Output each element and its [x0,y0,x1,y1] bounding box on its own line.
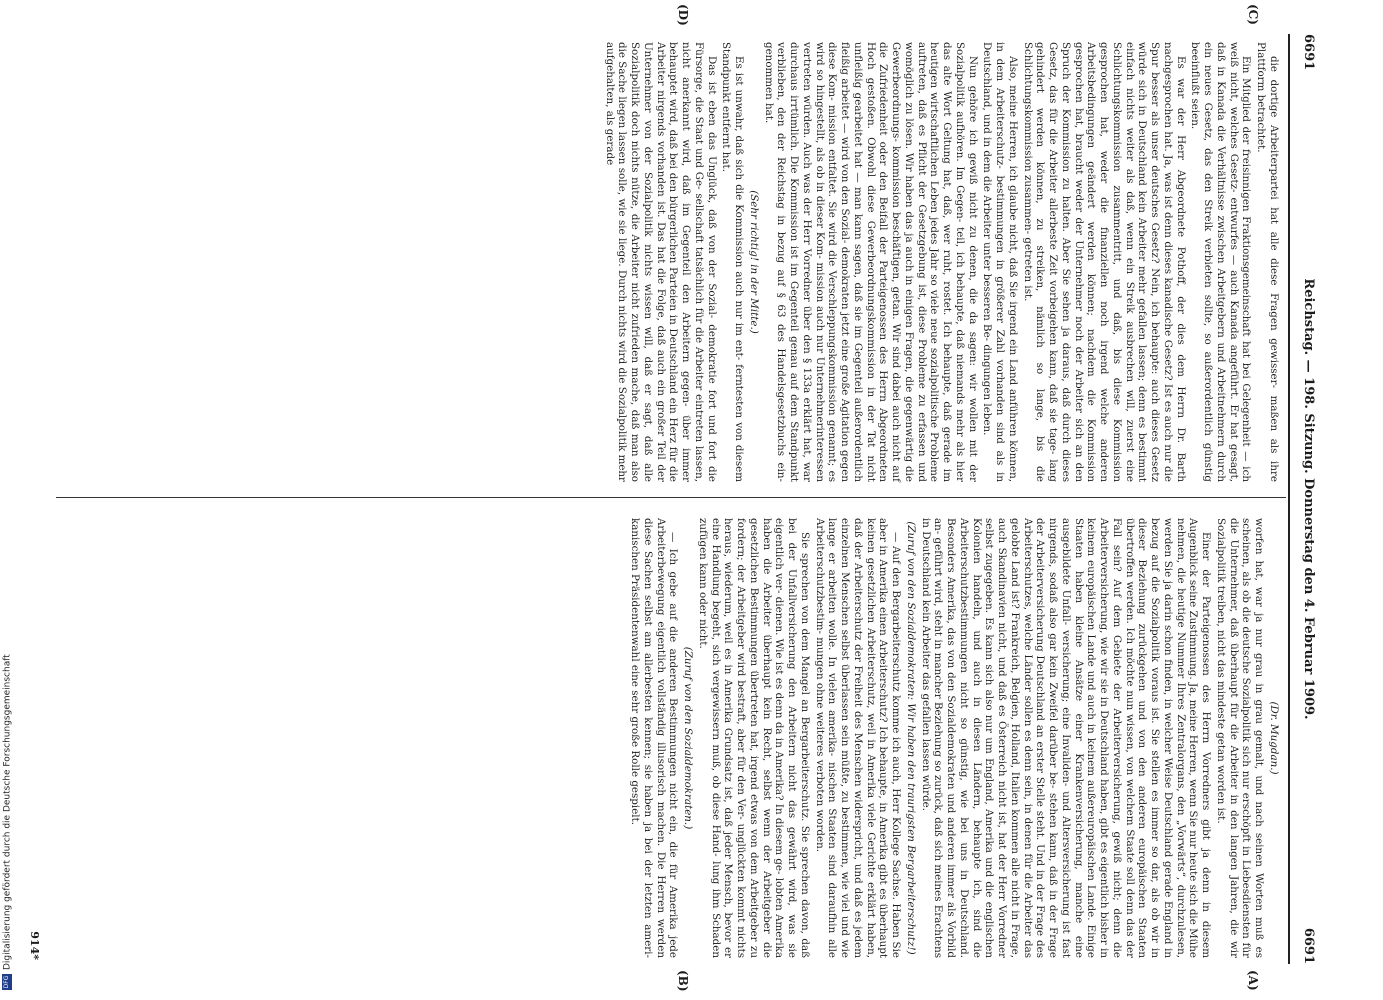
paragraph: Einer der Parteigenossen des Herrn Vorredners gibt ja denn in diesem Augenblick seine Zustimmung. Ja, meine Herren, wenn Sie nur heute sich die Mühe nehmen, die heutige Nummer Ihres Zentralorgans, den „Vorwärts“, durchzulesen, werden Sie ja darin schon finden, in welcher Weise Deutschland gerade England in bezug auf die Sozialpolitik voraus ist. Sie stellen es immer so dar, als ob wir in dieser Beziehung zurückgehen und von den anderen europäischen Staaten übertroffen werden. Ich möchte nun wissen, von welchem Staate soll denn das der Fall sein? Auf dem Gebiete der Arbeiterversicherung, gewiß nicht; denn die Arbeiterversicherung, wie wir sie in Deutschland haben, gibt es eigentlich bisher in keinem europäischen Lande und auch in keinem außereuropäischen Lande. Einige Staaten haben kleine Ansätze einer Krankenversicherung, manche eine ausgebildete Unfall- versicherung; eine Invaliden- und Altersversicherung ist fast nirgends, sodaß also gar kein Zweifel darüber be- stehen kann, daß in der Frage der Arbeiterversicherung Deutschland an erster Stelle steht. Und in der Frage des Arbeiterschutzes, welche Länder sollen es denn sein, in denen für die Arbeiter das gelobte Land ist? Frankreich, Belgien, Holland, Italien kommen alle nicht in Frage, auch Skandinavien nicht, und daß es Österreich nicht ist, hat der Herr Vorredner selbst zugegeben. Es kann sich also nur um England, Amerika und die englischen Kolonien handeln, und auch in diesen Ländern, behaupte ich, sind die Arbeiterschutzbestimmungen nicht so günstig, wie bei uns in Deutschland. Besonders Amerika, das von den Sozialdemokraten und anderen immer als Vorbild an- geführt wird, steht in mancher Beziehung so zurück, daß sich meines Erachtens in Deutschland kein Arbeiter das gefallen lassen würde. [919,518,1213,958]
paragraph: Es war der Herr Abgeordnete Pothoff, der dies dem Herrn Dr. Barth nachgesprochen hat. Ja, was ist denn dieses kanadische Gesetz? Ist es auch nur die Spur besser als unser deutsches Gesetz? Nein, ich behaupte: auch dieses Gesetz würde sich in Deutschland kein Arbeiter mehr gefallen lassen; denn es bestimmt einfach nichts weiter als daß, wenn ein Streik ausbrechen will, zuerst eine Schlichtungskommission zusammentritt, und daß, bis diese Kommission gesprochen hat, weder die finanziellen noch irgend welche anderen Arbeitsbedingungen geändert werden können; nachdem die Kommission gesprochen hat, braucht weder der Unternehmer noch der Arbeiter sich an den Spruch der Kommission zu halten. Aber Sie sehen ja daraus, daß durch dieses Gesetz, das für die Arbeiter allerbeste Zeit vorbeigehen kann, daß sie tage- lang gehindert werden können, zu streiken, nämlich so lange, bis die Schlichtungskommission zusammen- getreten ist. [1021,42,1187,482]
document-page [20,0,1330,1000]
digitization-credit [2,600,18,990]
interjection: (Zuruf von den Sozialdemokraten.) [682,646,695,830]
interjection: (Zuruf von den Sozialdemokraten: Wir haben den traurigsten Bergarbeiterschutz!) [905,521,917,955]
paragraph: Ein Mitglied der freisinnigen Fraktionsgemeinschaft hat bei Gelegenheit — ich weiß nicht, welches Gesetz- entwurfes — auch Kanada angeführt. Er hat gesagt, daß in Kanada die Verhältnisse zwischen Arbeitgebern und Arbeitnehmern durch ein neues Gesetz, das den Streik verbieten sollte, so außerordentlich günstig beeinflußt seien. [1189,42,1253,482]
paragraph: Es ist unwahr, daß sich die Kommission auch nur im ent- ferntesten von diesem Standpunkt entfernt hat. [720,42,746,482]
credit-text: Digitalisierung gefördert durch die Deutsche Forschungsgemeinschaft [2,654,13,970]
page-header [1294,34,1316,964]
paragraph: — Ich gebe auf die anderen Bestimmungen nicht ein, die für Amerika jede Arbeiterbewegung eigentlich vollständig illusorisch machen. Die Herren werden diese Sachen selbst am allerbesten kennen; sie haben ja bei der letzten ameri- kanischen Präsidentenwahl eine sehr große Rolle gespielt. [629,518,680,958]
paragraph: Das ist eben das Unglück, daß von der Sozial- demokratie fort und fort die Fürsorge, die Staat und Ge- sellschaft tatsächlich für die Arbeiter eintreten lassen, nicht anerkannt wird, daß im Gegenteil den Arbeitern gegen- über immer behauptet wird, daß bei den bürgerlichen Parteien in Deutschland ein Herz für die Arbeiter nirgends vorhanden ist. Das hat die Folge, daß auch ein großer Teil der Unternehmer von der Sozialpolitik nichts wissen will, daß er sagt, daß alle Sozialpolitik doch nichts nütze, die Arbeiter nicht zufrieden mache, daß man also die Sache liegen lassen solle, wie sie liege. Durch nichts wird die Sozialpolitik mehr aufgehalten, als gerade [603,42,718,482]
margin-marker-c: (C) [1246,4,1260,25]
right-column [627,518,1281,958]
interjection: (Sehr richtig! in der Mitte.) [748,190,760,334]
left-column [601,42,1280,482]
paragraph: Nun gehöre ich gewiß nicht zu denen, die da sagen: wir wollen mit der Sozialpolitik aufhören. Im Gegen- teil, ich behaupte, daß niemands mehr als hier das alte Wort Geltung hat, daß, wer ruht, rostet. Ich behaupte, daß gerade im heutigen wirtschaftlichen Leben jedes Jahr so viele neue sozialpolitische Probleme auftreten, daß es Pflicht der Gesetzgebung ist, diese Probleme zu erfassen und womöglich zu lösen. Wir haben das ja auch in einigen Fragen, die gegenwärtig die Gewerbeordnungs- kommission beschäftigen, getan. Wir sind dabei auch nicht auf die Zufriedenheit oder den Beifall der Parteigenossen des Herrn Abgeordneten Hoch gestoßen. Obwohl diese Gewerbeordnungskommission in der Tat nicht unfleißig gearbeitet hat — man kann sagen, daß sie im Gegenteil außerordentlich fleißig arbeitet — wird von den Sozial- demokraten jetzt eine große Agitation gegen diese Kom- mission entfaltet. Sie wird die Verschleppungskommission genannt; es wird so hingestellt, als ob in dieser Kom- mission auch nur Unternehmerinteressen vertreten würden. Auch was der Herr Vorredner über den § 133a erklärt hat, war durchaus irrtümlich. Die Kommission ist im Gegenteil genau auf dem Standpunkt verblieben, den der Reichstag in bezug auf § 63 des Handelsgesetzbuchs ein- genommen hat. [762,42,979,482]
paragraph: — Auf den Bergarbeiterschutz komme ich auch, Herr Kollege Sachse. Haben Sie aber in Amerika einen Arbeiterschutz? Ich behaupte, in Amerika gibt es überhaupt keinen gesetzlichen Arbeiterschutz, weil in Amerika viele Gerichte erklärt haben, daß der Arbeiterschutz der Freiheit des Menschen widerspricht, und daß es jedem einzelnen Menschen selbst überlassen sein müßte, zu bestimmen, wie viel und wie lange er arbeiten wolle. In vielen amerika- nischen Staaten sind daraufhin alle Arbeiterschutzbestim- mungen ohne weiteres verboten worden. [813,518,903,958]
speaker-label: (Dr. Mugdan.) [1268,701,1280,775]
dfg-logo-icon: DFG [3,975,10,989]
paragraph: worfen hat, war ja nur grau in grau gemalt, und nach seinen Worten muß es scheinen, als ob die deutsche Sozialpolitik sich nur erschöpft in Liebesdiensten für die Unternehmer, daß überhaupt für die Arbeiter in den langen Jahren, die wir Sozialpolitik treiben, nicht das mindeste getan worden ist. [1215,518,1266,958]
margin-marker-a: (A) [1246,970,1260,991]
margin-marker-d: (D) [676,4,690,26]
signature-mark: 914* [28,931,41,960]
paragraph: Sie sprechen von dem Mangel an Bergarbeiterschutz. Sie sprechen davon, daß bei der Unfallversicherung den Arbeitern nicht das gewährt wird, was sie eigentlich ver- dienen. Wie ist es denn da in Amerika? In diesem ge- lobten Amerika haben die Arbeiter überhaupt kein Recht, selbst wenn der Arbeitgeber die gesetzlichen Bestimmungen übertreten hat, irgend etwas von dem Arbeitgeber zu fordern; der Arbeitgeber wird bestraft, aber für den Ver- unglückten kommt nichts heraus, wiederum, weil es in Amerika Grundsatz ist, daß jeder Mensch, bevor er eine Handlung begeht, sich vergewissern muß, ob diese Hand- lung ihm Schaden zufügen kann oder nicht. [697,518,811,958]
page-number-left: 6691 [1301,34,1316,71]
running-title: Reichstag. — 198. Sitzung. Donnerstag den 4. Februar 1909. [1301,278,1316,720]
paragraph: Also, meine Herren, ich glaube nicht, daß Sie irgend ein Land anführen können, in dem Arbeiterschutz- bestimmungen in größerer Zahl vorhanden sind als in Deutschland, und in dem die Arbeiter unter besseren Be- dingungen leben. [981,42,1019,482]
digitization-credit-strip [0,0,18,1000]
page-number-right: 6691 [1301,927,1316,964]
margin-marker-b: (B) [676,970,690,992]
column-divider [56,497,1286,498]
paragraph: die dortige Arbeiterpartei hat alle diese Fragen gewisser- maßen als ihre Plattform betrachtet. [1255,42,1280,482]
header-rule [1288,34,1290,964]
